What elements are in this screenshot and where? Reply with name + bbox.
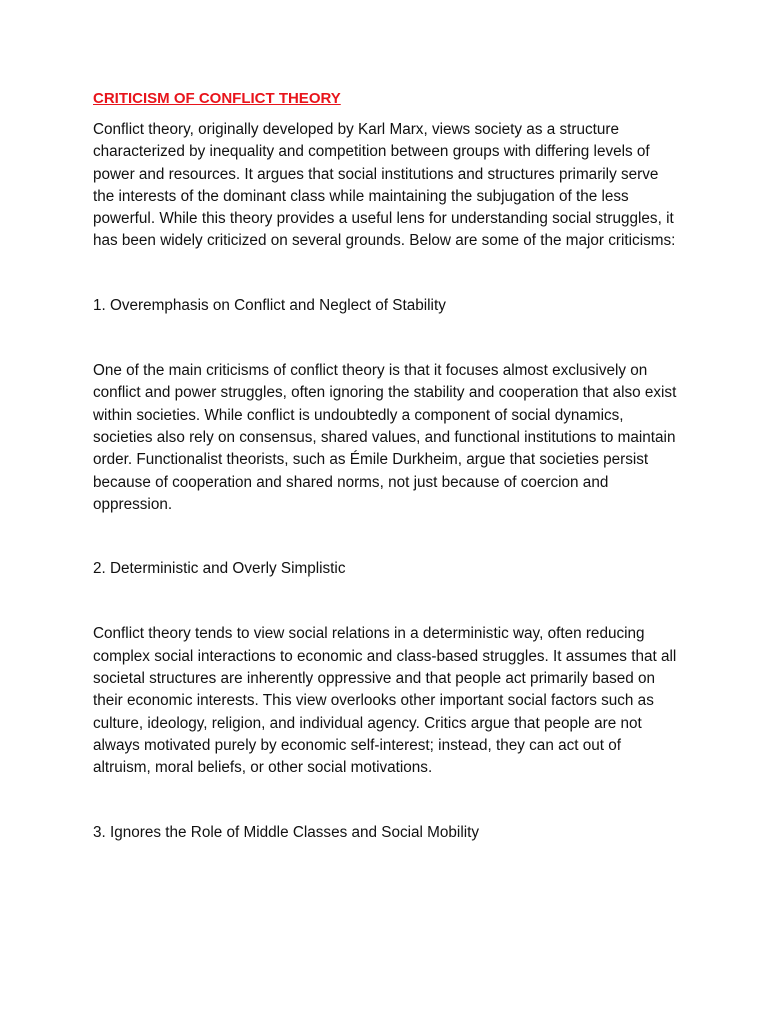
section-heading-2: 2. Deterministic and Overly Simplistic <box>93 560 346 578</box>
section-heading-1: 1. Overemphasis on Conflict and Neglect of Stability <box>93 296 446 314</box>
document-content <box>93 88 683 887</box>
section-heading-3: 3. Ignores the Role of Middle Classes and Social Mobility <box>93 823 480 841</box>
section-body-2: Conflict theory tends to view social relations in a deterministic way, often reducing complex social interactions to economic and class-based struggles. It assumes that all societal structures are inherently oppressive and that people act primarily based on their economic interests. This view overlooks other important social factors such as culture, ideology, religion, and individual agency. Critics argue that people are not always motivated purely by economic self-interest; instead, they can act out of altruism, moral beliefs, or other social motivations. <box>93 625 677 777</box>
document-title: CRITICISM OF CONFLICT THEORY <box>93 90 341 107</box>
intro-paragraph: Conflict theory, originally developed by Karl Marx, views society as a structure characterized by inequality and competition between groups with differing levels of power and resources. It argues that social institutions and structures primarily serve the interests of the dominant class while maintaining the subjugation of the less powerful. While this theory provides a useful lens for understanding social struggles, it has been widely criticized on several grounds. Below are some of the major criticisms: <box>93 121 676 250</box>
section-body-1: One of the main criticisms of conflict theory is that it focuses almost exclusively on conflict and power struggles, often ignoring the stability and cooperation that also exist within societies. While conflict is undoubtedly a component of social dynamics, societies also rely on consensus, shared values, and functional institutions to maintain order. Functionalist theorists, such as Émile Durkheim, argue that societies persist because of cooperation and shared norms, not just because of coercion and oppression. <box>93 362 677 513</box>
